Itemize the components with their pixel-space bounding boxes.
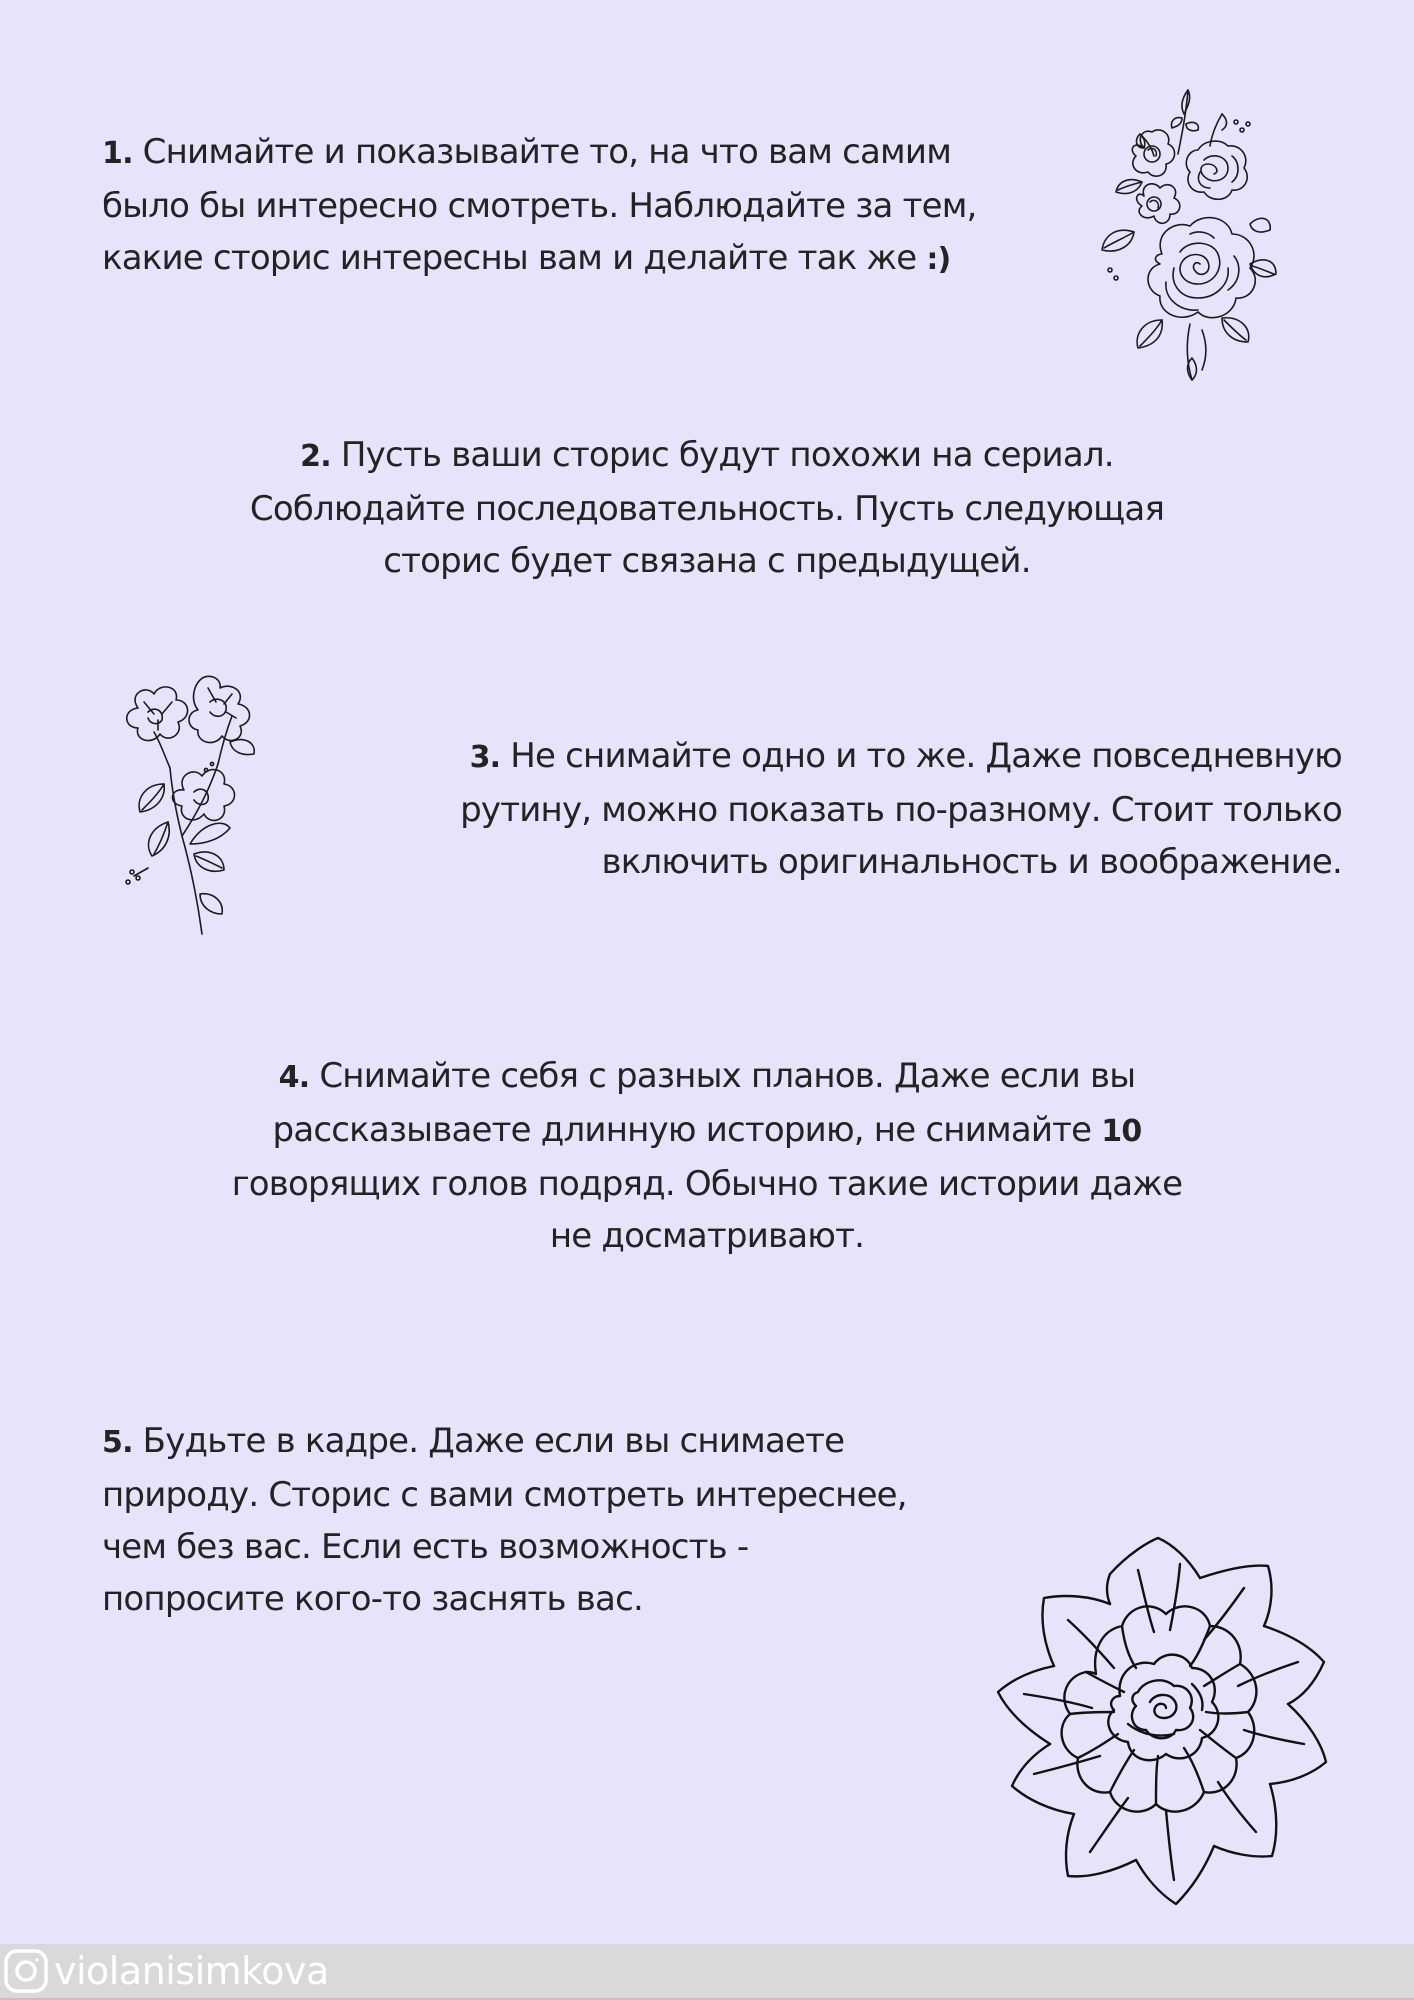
tip-text: Пусть ваши сторис будут похожи на сериал. Соблюдайте последовательность. Пусть следующая сторис будет связана с предыдущей. [249,435,1165,581]
tip-number: 5. [102,1425,133,1460]
instagram-handle[interactable]: violanisimkova [54,1949,329,1993]
tip-number: 1. [102,136,133,171]
footer-bar [0,1944,1414,2000]
tip-text: Будьте в кадре. Даже если вы снимаете природу. Сторис с вами смотреть интереснее, чем без вас. Если есть возможность - попросите кого-то заснять вас. [102,1421,907,1619]
tip-number: 4. [278,1060,310,1095]
tip-2 [150,429,1264,587]
instagram-icon[interactable] [2,1947,50,1995]
tip-number: 3. [469,740,501,775]
wildflower-sprig-illustration [98,672,276,940]
tip-text: Не снимайте одно и то же. Даже повседневную рутину, можно показать по-разному. Стоит только включить оригинальность и воображение. [460,736,1342,882]
tip-3 [460,730,1342,888]
tip-5 [102,1415,907,1625]
tip-text: Снимайте и показывайте то, на что вам самим было бы интересно смотреть. Наблюдайте за тем, какие сторис интересны вам и делайте так же [102,132,977,278]
tip-text-after: говорящих голов подряд. Обычно такие истории даже не досматривают. [231,1164,1183,1256]
tip-1 [102,126,977,286]
rose-bouquet-illustration [1082,84,1278,386]
tip-number: 2. [300,439,331,474]
tip-text-before: Снимайте себя с разных планов. Даже если вы рассказываете длинную историю, не снимайте [272,1056,1136,1150]
tip-emphasis: 10 [1101,1114,1142,1149]
tip-4 [150,1050,1264,1262]
large-flower-illustration [978,1534,1344,1912]
tip-emphasis: :) [926,242,951,277]
